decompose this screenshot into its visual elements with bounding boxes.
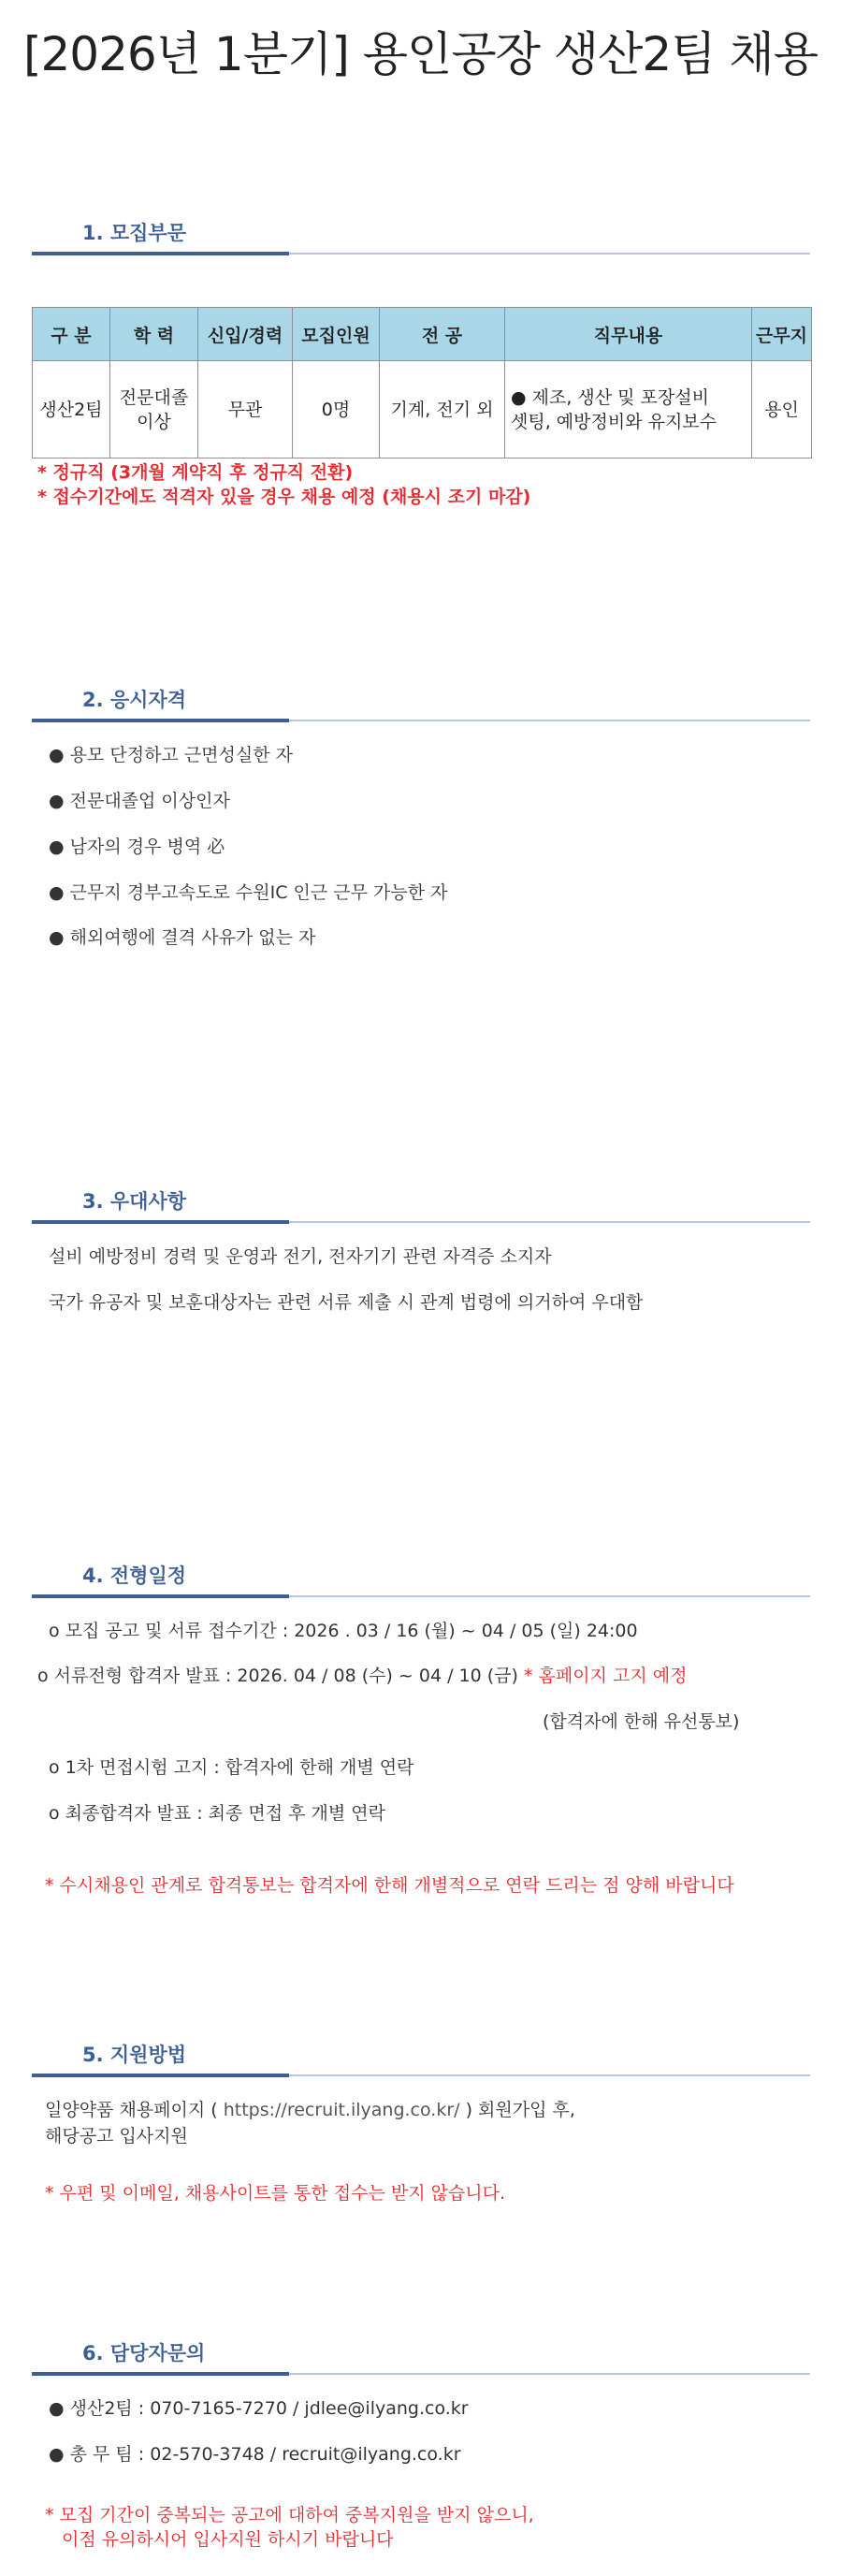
cell-headcount: 0명 <box>293 361 380 458</box>
cell-location: 용인 <box>752 361 812 458</box>
employment-type-note: * 정규직 (3개월 계약직 후 정규직 전환) <box>37 462 354 483</box>
header-location: 근무지 <box>752 308 812 361</box>
header-headcount: 모집인원 <box>293 308 380 361</box>
contact-production-team-2: ● 생산2팀 : 070-7165-7270 / jdlee@ilyang.co.kr <box>49 2398 469 2419</box>
qualification-item: ● 용모 단정하고 근면성실한 자 <box>49 745 293 765</box>
cell-career: 무관 <box>198 361 293 458</box>
header-duty: 직무내용 <box>505 308 752 361</box>
header-division: 구 분 <box>33 308 110 361</box>
apply-notice: * 우편 및 이메일, 채용사이트를 통한 접수는 받지 않습니다. <box>45 2183 506 2204</box>
section-heading-preferences: 3. 우대사항 <box>82 1190 187 1213</box>
schedule-final: o 최종합격자 발표 : 최종 면접 후 개별 연락 <box>49 1803 386 1824</box>
section-divider <box>32 1221 810 1223</box>
cell-division: 생산2팀 <box>33 361 110 458</box>
header-major: 전 공 <box>380 308 505 361</box>
section-divider <box>32 720 810 721</box>
duplicate-application-notice-1: * 모집 기간이 중복되는 공고에 대하여 중복지원을 받지 않으니, <box>45 2505 534 2525</box>
section-heading-contacts: 6. 담당자문의 <box>82 2342 206 2365</box>
apply-text-after-link: ) 회원가입 후, <box>459 2100 575 2120</box>
section-divider <box>32 2074 810 2076</box>
cell-education <box>110 361 198 458</box>
table-header-row <box>33 308 812 361</box>
early-close-note: * 접수기간에도 적격자 있을 경우 채용 예정 (채용시 조기 마감) <box>37 487 531 507</box>
cell-education-line-1: 전문대졸 <box>119 386 189 408</box>
schedule-document-result <box>37 1665 687 1687</box>
table-row <box>33 361 812 458</box>
section-heading-apply-method: 5. 지원방법 <box>82 2044 187 2066</box>
cell-education-line-2: 이상 <box>137 411 171 432</box>
apply-instruction-line-1 <box>45 2099 575 2121</box>
section-heading-schedule: 4. 전형일정 <box>82 1565 187 1587</box>
schedule-document-result-sub: (합격자에 한해 유선통보) <box>543 1711 740 1732</box>
cell-duty-line-2: 셋팅, 예방정비와 유지보수 <box>511 411 718 432</box>
recruit-site-link[interactable]: https://recruit.ilyang.co.kr/ <box>223 2100 460 2120</box>
section-heading-recruit-field: 1. 모집부문 <box>82 222 187 244</box>
section-divider <box>32 1595 810 1597</box>
qualification-item: ● 근무지 경부고속도로 수원IC 인근 근무 가능한 자 <box>49 882 448 903</box>
schedule-apply-period: o 모집 공고 및 서류 접수기간 : 2026 . 03 / 16 (월) ~ 04 / 05 (일) 24:00 <box>49 1621 638 1641</box>
contact-general-affairs: ● 총 무 팀 : 02-570-3748 / recruit@ilyang.co.kr <box>49 2444 461 2465</box>
preference-item: 국가 유공자 및 보훈대상자는 관련 서류 제출 시 관계 법령에 의거하여 우대함 <box>49 1292 644 1313</box>
qualification-item: ● 해외여행에 결격 사유가 없는 자 <box>49 927 316 948</box>
duplicate-application-notice-2: 이점 유의하시어 입사지원 하시기 바랍니다 <box>62 2529 394 2550</box>
header-education: 학 력 <box>110 308 198 361</box>
qualification-item: ● 전문대졸업 이상인자 <box>49 791 230 811</box>
apply-text-before-link: 일양약품 채용페이지 ( <box>45 2100 224 2120</box>
apply-instruction-line-2: 해당공고 입사지원 <box>45 2126 188 2147</box>
qualification-item: ● 남자의 경우 병역 必 <box>49 837 225 857</box>
homepage-notice: * 홈페이지 고지 예정 <box>524 1666 688 1686</box>
cell-duty <box>505 361 752 458</box>
section-heading-qualifications: 2. 응시자격 <box>82 689 187 711</box>
cell-major: 기계, 전기 외 <box>380 361 505 458</box>
section-divider <box>32 253 810 255</box>
recruit-table <box>32 307 812 458</box>
header-career: 신입/경력 <box>198 308 293 361</box>
schedule-interview: o 1차 면접시험 고지 : 합격자에 한해 개별 연락 <box>49 1757 414 1778</box>
preference-item: 설비 예방정비 경력 및 운영과 전기, 전자기기 관련 자격증 소지자 <box>49 1246 552 1267</box>
section-divider <box>32 2373 810 2375</box>
schedule-document-result-text: o 서류전형 합격자 발표 : 2026. 04 / 08 (수) ~ 04 / 10 (금) <box>37 1666 518 1686</box>
page-title: [2026년 1분기] 용인공장 생산2팀 채용 <box>22 27 819 81</box>
schedule-notice: * 수시채용인 관계로 합격통보는 합격자에 한해 개별적으로 연락 드리는 점 양해 바랍니다 <box>45 1875 734 1896</box>
cell-duty-line-1: ● 제조, 생산 및 포장설비 <box>511 386 709 408</box>
